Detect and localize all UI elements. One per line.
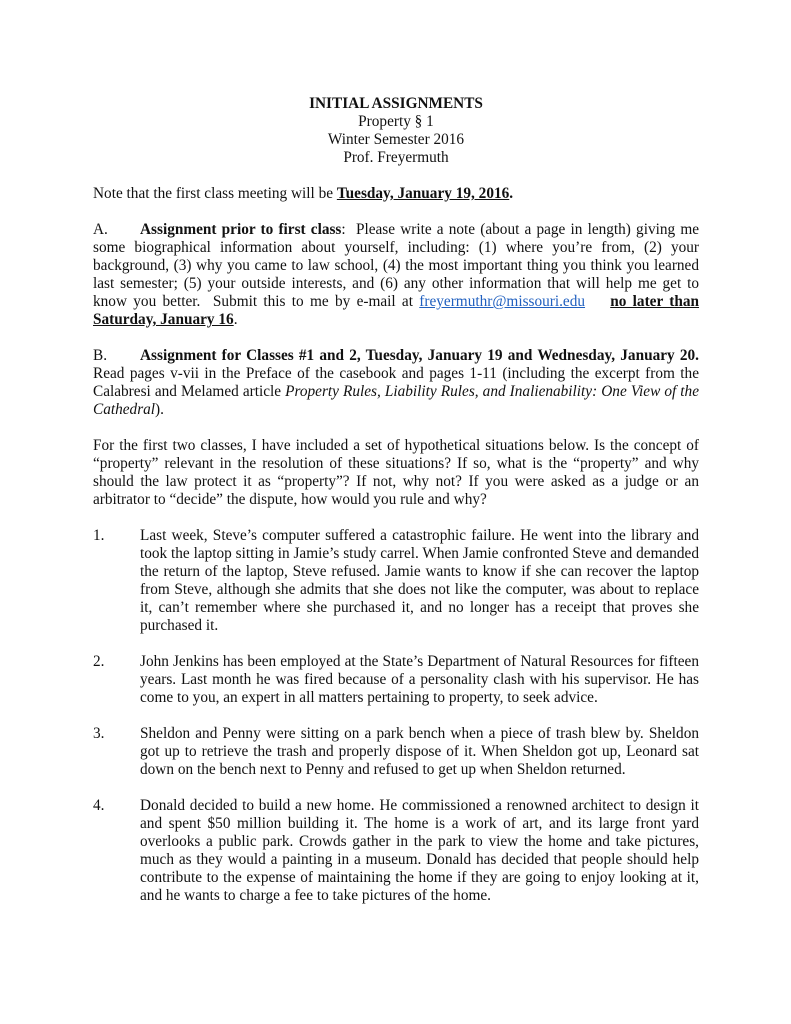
item-number: 1. (93, 527, 105, 544)
first-class-note (93, 185, 699, 203)
section-a (93, 221, 703, 329)
section-b-end: ). (155, 401, 164, 418)
professor-name: Prof. Freyermuth (343, 149, 449, 166)
hypotheticals-intro: For the first two classes, I have included a set of hypothetical situations below. Is the concept of “property” relevant in the resolution of these situations? If so, what is the “property” and why should the law protect it as “property”? If not, why not? If you were asked as a judge or an arbitrator to “decide” the dispute, how would you rule and why? (93, 437, 699, 508)
item-text: Donald decided to build a new home. He commissioned a renowned architect to design it and spent $50 million building it. The home is a work of art, and its large front yard overlooks a public park. Crowds gather in the park to view the home and take pictures, much as they would a painting in a museum. Donald has decided that people should help contribute to the expense of maintaining the home if they are going to enjoy looking at it, and he wants to charge a fee to take pictures of the home. (140, 797, 699, 904)
item-number: 2. (93, 653, 105, 670)
hypothetical-item (93, 653, 699, 707)
hypothetical-item (93, 527, 699, 635)
section-a-heading: Assignment prior to first class (140, 221, 342, 238)
hypothetical-item (93, 797, 699, 905)
article-title: Property Rules, Liability Rules, and Inalienability: One View of the Cathedral (93, 383, 699, 418)
item-number: 3. (93, 725, 105, 742)
section-a-period: . (233, 311, 238, 328)
item-text: Sheldon and Penny were sitting on a park bench when a piece of trash blew by. Sheldon got up to retrieve the trash and properly dispose of it. When Sheldon got up, Leonard sat down on the bench next to Penny and refused to get up when Sheldon returned. (140, 725, 699, 778)
section-b (93, 347, 699, 419)
section-a-body: Please write a note (about a page in length) giving me some biographical information about yourself, including: (1) where you’re from, (2) your background, (3) why you came to law school, (4) the most important thing you think you learned last semester; (5) your outside interests, and (6) any other information that will help me get to know you better. Submit this to me by e-mail at (93, 221, 703, 310)
hypothetical-item (93, 725, 699, 779)
item-number: 4. (93, 797, 105, 814)
document-header (93, 95, 699, 167)
course-name: Property § 1 (358, 113, 434, 130)
section-b-body: Read pages v-vii in the Preface of the casebook and pages 1-11 (including the excerpt from the Calabresi and Melamed article (93, 365, 699, 400)
section-a-label: A. (93, 221, 108, 238)
section-a-colon: : (341, 221, 346, 238)
document-title: INITIAL ASSIGNMENTS (309, 95, 483, 112)
note-text: Note that the first class meeting will be (93, 185, 337, 202)
email-link[interactable]: freyermuthr@missouri.edu (419, 293, 586, 310)
first-class-date: Tuesday, January 19, 2016 (336, 185, 510, 202)
section-b-label: B. (93, 347, 108, 364)
item-text: Last week, Steve’s computer suffered a catastrophic failure. He went into the library and took the laptop sitting in Jamie’s study carrel. When Jamie confronted Steve and demanded the return of the laptop, Steve refused. Jamie wants to know if she can recover the laptop from Steve, although she admits that she does not like the computer, was about to replace it, can’t remember where she purchased it, and no longer has a receipt that proves she purchased it. (140, 527, 699, 634)
document-page (93, 92, 703, 905)
section-a-deadline: no later than Saturday, January 16 (93, 293, 700, 328)
note-period: . (509, 185, 514, 202)
section-b-heading: Assignment for Classes #1 and 2, Tuesday, January 19 and Wednesday, January 20. (140, 347, 699, 364)
item-text: John Jenkins has been employed at the State’s Department of Natural Resources for fifteen years. Last month he was fired because of a personality clash with his supervisor. He has come to you, an expert in all matters pertaining to property, to seek advice. (140, 653, 699, 706)
semester: Winter Semester 2016 (327, 131, 465, 148)
